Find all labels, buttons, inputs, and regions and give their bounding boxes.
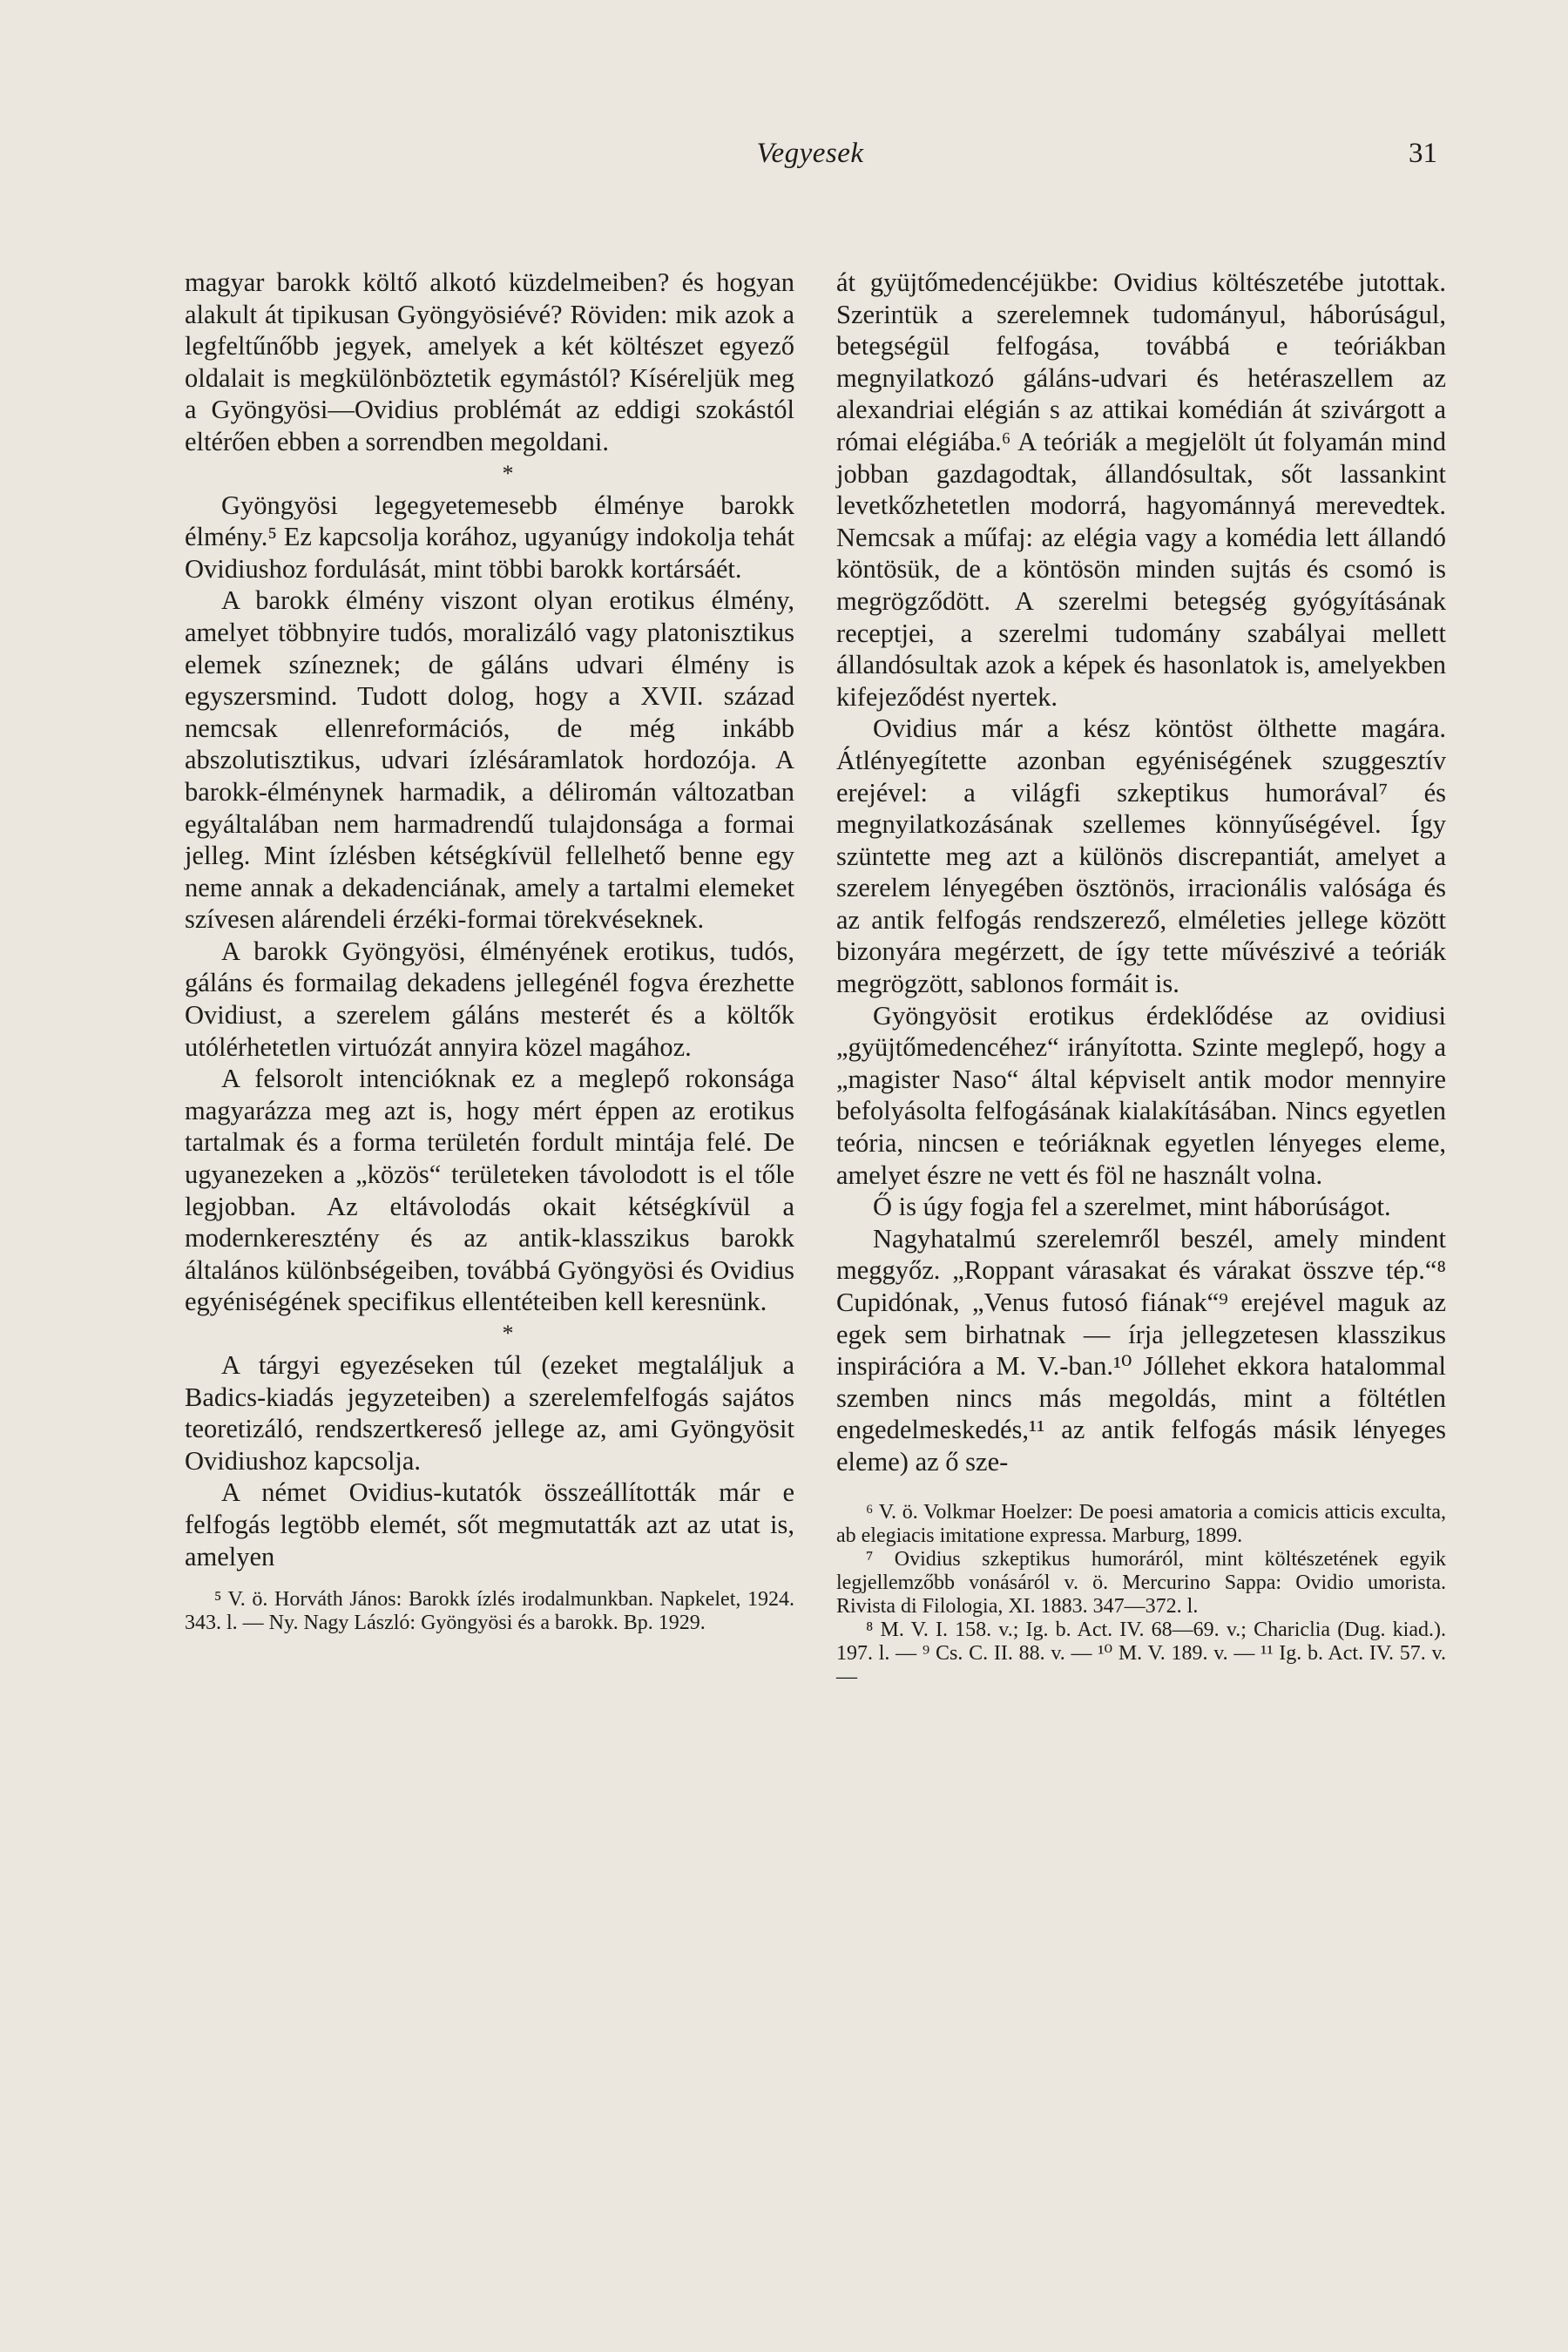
section-separator: *	[502, 1321, 514, 1346]
page-number: 31	[1409, 138, 1437, 169]
paragraph: A barokk élmény viszont olyan erotikus élmény, amelyet többnyire tudós, moralizáló vagy platonisztikus elemek színeznek; de gáláns udvari élmény is egyszersmind. Tudott dolog, hogy a XVII. század nemcsak ellenreformációs, de még inkább abszolutisztikus, udvari ízlésáramlatok hordozója. A barokk-élménynek harmadik, a déliromán változatban egyáltalában nem harmadrendű tulajdonsága a formai jelleg. Mint ízlésben kétségkívül fellelhető benne egy neme annak a dekadenciának, amely a tartalmi elemeket szívesen alárendeli érzéki-formai törekvéseknek.	[185, 585, 794, 935]
paragraph: át gyüjtőmedencéjükbe: Ovidius költészetébe jutottak. Szerintük a szerelemnek tudományul, háborúságul, betegségül felfogása, továbbá e teóriákban megnyilatkozó gáláns-udvari és hetéraszellem az alexandriai elégián s az attikai komédián át szivárgott a római elégiába.⁶ A teóriák a megjelölt út folyamán mind jobban gazdagodtak, állandósultak, sőt lassankint levetkőzhetetlen modorrá, hagyománnyá merevedtek. Nemcsak a műfaj: az elégia vagy a komédia lett állandó köntösük, de a köntösön minden sujtás és csomó is megrögződött. A szerelmi betegség gyógyításának receptjei, a szerelmi tudomány szabályai mellett állandósultak azok a képek és hasonlatok is, amelyekben kifejeződést nyertek.	[836, 267, 1446, 712]
left-column	[185, 267, 794, 1635]
right-column	[836, 267, 1446, 1689]
footnote: ⁵ V. ö. Horváth János: Barokk ízlés irodalmunkban. Napkelet, 1924. 343. l. — Ny. Nagy László: Gyöngyösi és a barokk. Bp. 1929.	[185, 1588, 794, 1635]
paragraph: A tárgyi egyezéseken túl (ezeket megtaláljuk a Badics-kiadás jegyzeteiben) a szerelemfelfogás sajátos teoretizáló, rendszertkereső jellege az, ami Gyöngyösit Ovidiushoz kapcsolja.	[185, 1350, 794, 1476]
footnote: ⁷ Ovidius szkeptikus humoráról, mint költészetének egyik legjellemzőbb vonásáról v. ö. Mercurino Sappa: Ovidio umorista. Rivista di Filologia, XI. 1883. 347—372. l.	[836, 1547, 1446, 1618]
paragraph: Gyöngyösit erotikus érdeklődése az ovidiusi „gyüjtőmedencéhez“ irányította. Szinte meglepő, hogy a „magister Naso“ által képviselt antik modor mennyire befolyásolta felfogásának kialakításában. Nincs egyetlen teória, nincsen e teóriáknak egyetlen lényeges eleme, amelyet észre ne vett és föl ne használt volna.	[836, 1000, 1446, 1190]
running-head	[183, 138, 1437, 176]
section-separator: *	[502, 460, 514, 486]
paragraph: A felsorolt intencióknak ez a meglepő rokonsága magyarázza meg azt is, hogy mért éppen az erotikus tartalmak és a forma területén fordult mintája felé. De ugyanezeken a „közös“ területeken távolodott is el tőle legjobban. Az eltávolodás okait kétségkívül a modernkeresztény és az antik-klasszikus barokk általános különbségeiben, továbbá Gyöngyösi és Ovidius egyéniségének specifikus ellentéteiben kell keresnünk.	[185, 1064, 794, 1317]
paragraph: Ovidius már a kész köntöst ölthette magára. Átlényegítette azonban egyéniségének szuggesztív erejével: a világfi szkeptikus humorával⁷ és megnyilatkozásának szellemes könnyűségével. Így szüntette meg azt a különös discrepantiát, amelyet a szerelem lényegében ösztönös, irracionális valósága és az antik felfogás rendszerező, elméleties jellege között bizonyára megérzett, de így tette művészivé a teóriák megrögzött, sablonos formáit is.	[836, 713, 1446, 999]
footnote: ⁶ V. ö. Volkmar Hoelzer: De poesi amatoria a comicis atticis exculta, ab elegiacis imitatione expressa. Marburg, 1899.	[836, 1500, 1446, 1547]
paragraph: Gyöngyösi legegyetemesebb élménye barokk élmény.⁵ Ez kapcsolja korához, ugyanúgy indokolja tehát Ovidiushoz fordulását, mint többi barokk kortársáét.	[185, 490, 794, 584]
footnotes	[836, 1501, 1446, 1689]
paragraph: Ő is úgy fogja fel a szerelmet, mint háborúságot.	[873, 1192, 1391, 1222]
paragraph: magyar barokk költő alkotó küzdelmeiben? és hogyan alakult át tipikusan Gyöngyösiévé? Röviden: mik azok a legfeltűnőbb jegyek, amelyek a két költészet egyező oldalait is megkülönböztetik egymástól? Kíséreljük meg a Gyöngyösi—Ovidius problémát az eddigi szokástól eltérően ebben a sorrendben megoldani.	[185, 267, 794, 456]
paragraph: A német Ovidius-kutatók összeállították már e felfogás legtöbb elemét, sőt megmutatták azt az utat is, amelyen	[185, 1477, 794, 1571]
paragraph: A barokk Gyöngyösi, élményének erotikus, tudós, gáláns és formailag dekadens jellegénél fogva érezhette Ovidiust, a szerelem gáláns mesterét és a költők utólérhetetlen virtuózát annyira közel magához.	[185, 936, 794, 1062]
footnote: ⁸ M. V. I. 158. v.; Ig. b. Act. IV. 68—69. v.; Chariclia (Dug. kiad.). 197. l. — ⁹ Cs. C. II. 88. v. — ¹⁰ M. V. 189. v. — ¹¹ Ig. b. Act. IV. 57. v. —	[836, 1618, 1446, 1688]
footnotes	[185, 1588, 794, 1635]
running-title: Vegyesek	[756, 138, 864, 169]
paragraph: Nagyhatalmú szerelemről beszél, amely mindent meggyőz. „Roppant várasakat és várakat összve tép.“⁸ Cupidónak, „Venus futosó fiának“⁹ erejével maguk az egek sem birhatnak — írja jellegzetesen klasszikus inspirációra a M. V.-ban.¹⁰ Jóllehet ekkora hatalommal szemben nincs más megoldás, mint a föltétlen engedelmeskedés,¹¹ az antik felfogás másik lényeges eleme) az ő sze-	[836, 1223, 1446, 1477]
